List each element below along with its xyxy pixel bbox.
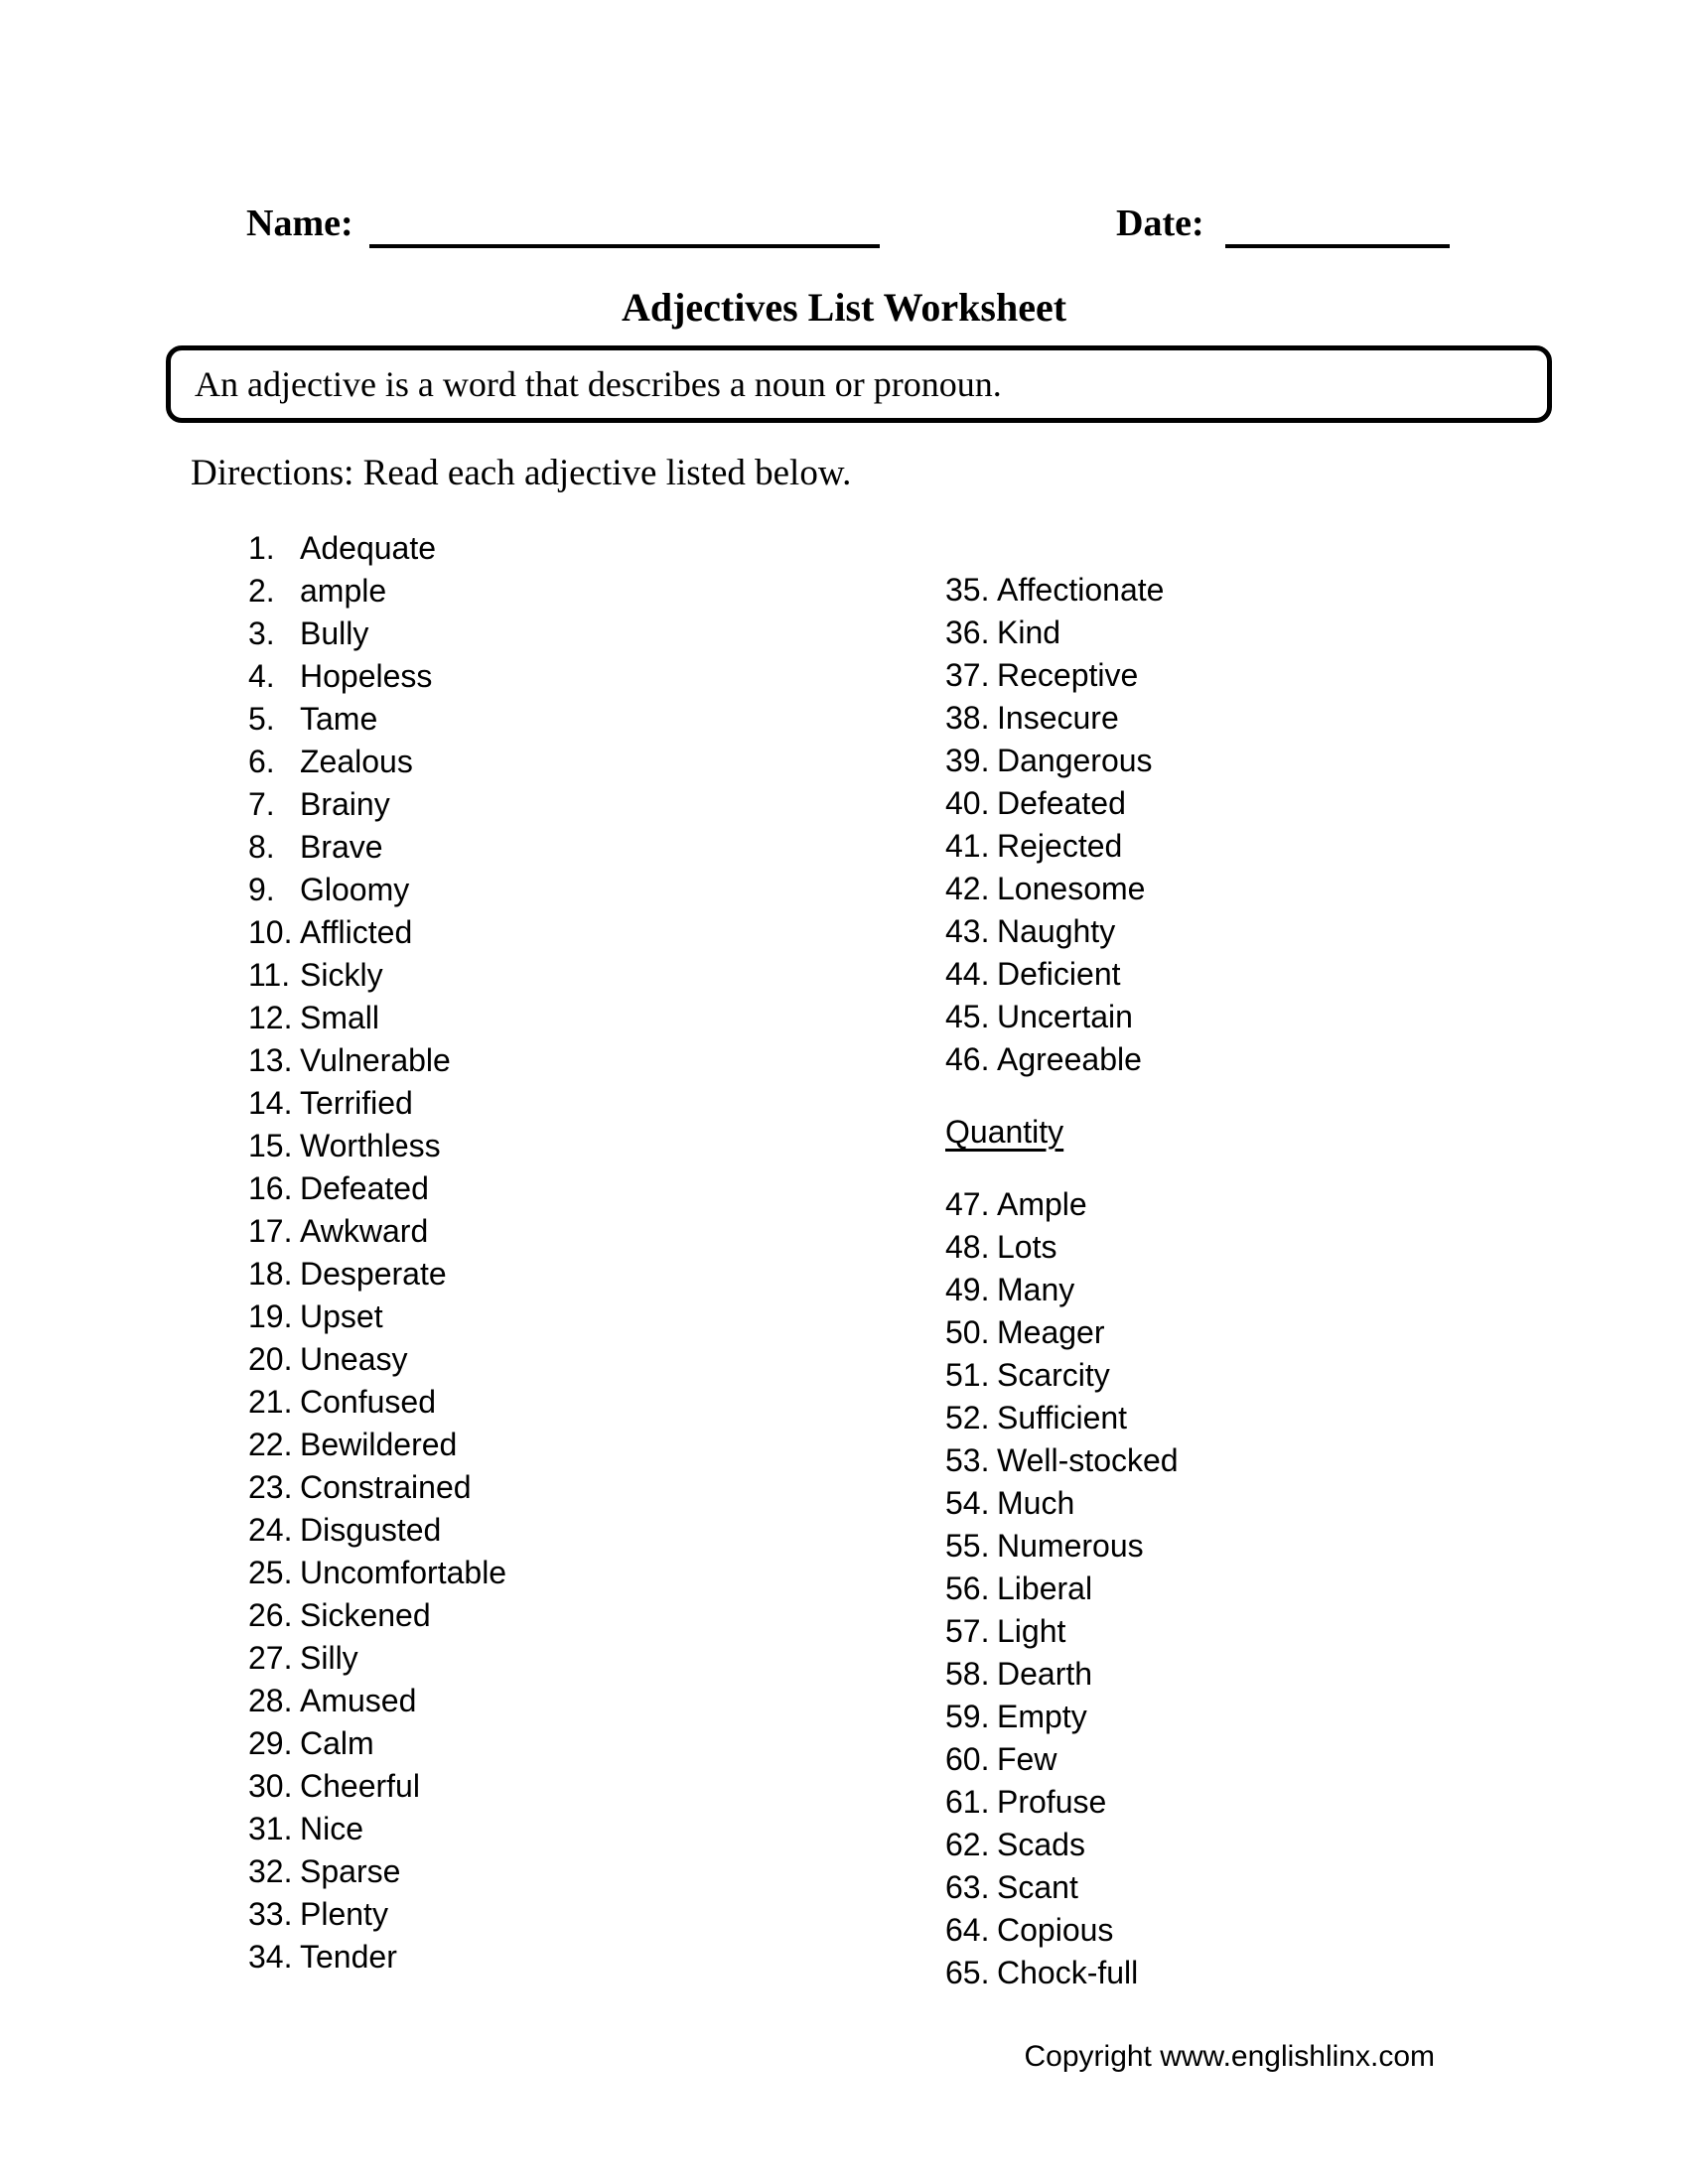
list-item-word: Confused — [300, 1384, 436, 1420]
list-item-number: 41. — [945, 828, 990, 864]
list-item-word: Brainy — [300, 786, 390, 822]
list-item-number: 1. — [248, 530, 275, 566]
list-item-number: 26. — [248, 1597, 293, 1633]
list-item-word: Zealous — [300, 744, 413, 779]
list-item-number: 43. — [945, 913, 990, 949]
list-item — [945, 1909, 1179, 1952]
adjectives-list-right-column-quantity — [945, 1183, 1179, 1994]
list-item — [945, 1525, 1179, 1568]
list-item — [248, 826, 506, 869]
list-item-number: 55. — [945, 1528, 990, 1564]
list-item-number: 40. — [945, 785, 990, 821]
list-item-number: 8. — [248, 829, 275, 865]
list-item-number: 49. — [945, 1272, 990, 1307]
list-item — [248, 1850, 506, 1893]
list-item-word: Lots — [997, 1229, 1057, 1265]
list-item-word: Adequate — [300, 530, 437, 566]
list-item-word: ample — [300, 573, 387, 609]
list-item — [945, 782, 1164, 825]
list-item — [248, 1167, 506, 1210]
list-item-number: 62. — [945, 1827, 990, 1862]
list-item-word: Liberal — [997, 1570, 1093, 1606]
list-item-word: Affectionate — [997, 572, 1165, 608]
list-item-number: 42. — [945, 871, 990, 906]
list-item — [248, 1125, 506, 1167]
list-item — [945, 910, 1164, 953]
list-item-word: Much — [997, 1485, 1075, 1521]
list-item — [248, 1338, 506, 1381]
list-item-word: Empty — [997, 1699, 1087, 1734]
list-item-word: Amused — [300, 1683, 417, 1718]
list-item-word: Meager — [997, 1314, 1105, 1350]
list-item-word: Worthless — [300, 1128, 441, 1163]
list-item-word: Hopeless — [300, 658, 433, 694]
list-item — [945, 1397, 1179, 1439]
list-item-word: Insecure — [997, 700, 1119, 736]
list-item — [945, 1738, 1179, 1781]
list-item — [945, 1038, 1164, 1081]
list-item-number: 52. — [945, 1400, 990, 1435]
list-item-number: 65. — [945, 1955, 990, 1990]
list-item — [945, 1311, 1179, 1354]
list-item — [945, 697, 1164, 740]
list-item-number: 9. — [248, 872, 275, 907]
list-item — [248, 1808, 506, 1850]
list-item-word: Kind — [997, 614, 1061, 650]
list-item-number: 50. — [945, 1314, 990, 1350]
list-item — [945, 1439, 1179, 1482]
list-item-word: Plenty — [300, 1896, 388, 1932]
list-item-number: 37. — [945, 657, 990, 693]
list-item — [248, 1680, 506, 1722]
list-item-word: Sickened — [300, 1597, 431, 1633]
list-item — [945, 1226, 1179, 1269]
list-item-number: 63. — [945, 1869, 990, 1905]
list-item — [945, 1866, 1179, 1909]
list-item — [248, 655, 506, 698]
list-item-number: 30. — [248, 1768, 293, 1804]
list-item-word: Light — [997, 1613, 1066, 1649]
list-item — [248, 1637, 506, 1680]
list-item-word: Dearth — [997, 1656, 1093, 1692]
list-item-number: 7. — [248, 786, 275, 822]
list-item — [945, 1482, 1179, 1525]
list-item — [248, 1296, 506, 1338]
list-item-word: Sickly — [300, 957, 383, 993]
directions-text: Directions: Read each adjective listed below. — [191, 453, 852, 493]
list-item-word: Lonesome — [997, 871, 1146, 906]
list-item-word: Rejected — [997, 828, 1123, 864]
list-item-word: Copious — [997, 1912, 1114, 1948]
list-item — [945, 1653, 1179, 1696]
list-item-word: Desperate — [300, 1256, 447, 1292]
list-item-word: Defeated — [300, 1170, 429, 1206]
list-item-word: Bewildered — [300, 1427, 458, 1462]
list-item — [248, 1082, 506, 1125]
list-item-word: Naughty — [997, 913, 1116, 949]
list-item-number: 35. — [945, 572, 990, 608]
list-item-number: 24. — [248, 1512, 293, 1548]
list-item-number: 32. — [248, 1853, 293, 1889]
list-item-number: 18. — [248, 1256, 293, 1292]
list-item — [248, 1381, 506, 1424]
list-item-number: 6. — [248, 744, 275, 779]
list-item — [945, 868, 1164, 910]
list-item-word: Gloomy — [300, 872, 410, 907]
list-item-number: 27. — [248, 1640, 293, 1676]
list-item-word: Constrained — [300, 1469, 472, 1505]
list-item — [248, 1466, 506, 1509]
list-item-number: 54. — [945, 1485, 990, 1521]
list-item-number: 46. — [945, 1041, 990, 1077]
list-item-number: 59. — [945, 1699, 990, 1734]
list-item-number: 25. — [248, 1555, 293, 1590]
list-item — [248, 1594, 506, 1637]
list-item — [248, 1210, 506, 1253]
list-item-number: 22. — [248, 1427, 293, 1462]
list-item-word: Dangerous — [997, 743, 1153, 778]
quantity-section-header: Quantity — [945, 1114, 1064, 1150]
list-item-number: 19. — [248, 1298, 293, 1334]
adjectives-list-right-column-top — [945, 569, 1164, 1081]
list-item — [945, 1824, 1179, 1866]
list-item-number: 51. — [945, 1357, 990, 1393]
list-item — [248, 1424, 506, 1466]
list-item — [945, 654, 1164, 697]
list-item-word: Uncomfortable — [300, 1555, 507, 1590]
list-item-number: 44. — [945, 956, 990, 992]
list-item-number: 2. — [248, 573, 275, 609]
list-item — [248, 1936, 506, 1979]
list-item — [248, 911, 506, 954]
list-item-number: 61. — [945, 1784, 990, 1820]
name-blank-line — [369, 244, 880, 248]
list-item-number: 33. — [248, 1896, 293, 1932]
list-item-word: Terrified — [300, 1085, 413, 1121]
list-item-word: Scarcity — [997, 1357, 1110, 1393]
list-item — [248, 570, 506, 613]
list-item — [945, 1354, 1179, 1397]
list-item-word: Vulnerable — [300, 1042, 451, 1078]
list-item — [945, 1610, 1179, 1653]
list-item-number: 31. — [248, 1811, 293, 1846]
list-item-number: 16. — [248, 1170, 293, 1206]
list-item — [945, 612, 1164, 654]
list-item-number: 13. — [248, 1042, 293, 1078]
list-item-word: Small — [300, 1000, 380, 1035]
list-item-word: Scads — [997, 1827, 1085, 1862]
list-item-word: Agreeable — [997, 1041, 1142, 1077]
list-item — [248, 613, 506, 655]
list-item-number: 11. — [248, 957, 291, 993]
list-item — [945, 1269, 1179, 1311]
list-item-number: 36. — [945, 614, 990, 650]
list-item-word: Tame — [300, 701, 378, 737]
list-item — [248, 997, 506, 1039]
list-item-word: Brave — [300, 829, 383, 865]
list-item — [248, 1253, 506, 1296]
list-item-word: Sparse — [300, 1853, 401, 1889]
list-item-word: Receptive — [997, 657, 1139, 693]
list-item-number: 5. — [248, 701, 275, 737]
list-item-word: Ample — [997, 1186, 1087, 1222]
list-item — [945, 825, 1164, 868]
list-item-number: 53. — [945, 1442, 990, 1478]
list-item-word: Defeated — [997, 785, 1126, 821]
list-item-word: Awkward — [300, 1213, 429, 1249]
list-item-word: Many — [997, 1272, 1075, 1307]
list-item-number: 12. — [248, 1000, 293, 1035]
list-item — [248, 954, 506, 997]
list-item — [248, 1039, 506, 1082]
list-item-number: 21. — [248, 1384, 293, 1420]
list-item-word: Tender — [300, 1939, 397, 1975]
list-item-number: 14. — [248, 1085, 293, 1121]
list-item-word: Uneasy — [300, 1341, 408, 1377]
list-item — [248, 741, 506, 783]
list-item-number: 58. — [945, 1656, 990, 1692]
list-item-number: 39. — [945, 743, 990, 778]
list-item — [945, 740, 1164, 782]
name-label: Name: — [246, 203, 353, 244]
list-item-number: 38. — [945, 700, 990, 736]
list-item-number: 28. — [248, 1683, 293, 1718]
list-item-number: 29. — [248, 1725, 293, 1761]
date-blank-line — [1225, 244, 1450, 248]
list-item-word: Numerous — [997, 1528, 1144, 1564]
definition-box — [166, 345, 1552, 423]
list-item-number: 48. — [945, 1229, 990, 1265]
list-item — [248, 1509, 506, 1552]
list-item — [945, 1952, 1179, 1994]
list-item-word: Scant — [997, 1869, 1078, 1905]
list-item — [248, 1552, 506, 1594]
list-item-word: Calm — [300, 1725, 374, 1761]
list-item-word: Bully — [300, 615, 369, 651]
list-item — [248, 1722, 506, 1765]
list-item-number: 10. — [248, 914, 293, 950]
list-item-word: Silly — [300, 1640, 358, 1676]
list-item — [945, 1568, 1179, 1610]
list-item — [248, 698, 506, 741]
list-item-word: Sufficient — [997, 1400, 1128, 1435]
list-item-word: Upset — [300, 1298, 383, 1334]
list-item-word: Well-stocked — [997, 1442, 1179, 1478]
list-item — [945, 1183, 1179, 1226]
list-item-word: Uncertain — [997, 999, 1133, 1034]
list-item-number: 20. — [248, 1341, 293, 1377]
list-item-number: 56. — [945, 1570, 990, 1606]
list-item-number: 34. — [248, 1939, 293, 1975]
list-item-number: 64. — [945, 1912, 990, 1948]
list-item — [945, 996, 1164, 1038]
list-item-word: Afflicted — [300, 914, 413, 950]
list-item-number: 60. — [945, 1741, 990, 1777]
list-item-number: 23. — [248, 1469, 293, 1505]
definition-text: An adjective is a word that describes a noun or pronoun. — [195, 364, 1002, 404]
list-item — [945, 953, 1164, 996]
list-item-number: 47. — [945, 1186, 990, 1222]
list-item-number: 57. — [945, 1613, 990, 1649]
adjectives-list-left-column — [248, 527, 506, 1979]
list-item-word: Cheerful — [300, 1768, 420, 1804]
list-item-number: 17. — [248, 1213, 293, 1249]
list-item-word: Deficient — [997, 956, 1121, 992]
list-item-number: 3. — [248, 615, 275, 651]
list-item-number: 45. — [945, 999, 990, 1034]
list-item-word: Few — [997, 1741, 1057, 1777]
list-item — [248, 783, 506, 826]
list-item — [248, 527, 506, 570]
page-title: Adjectives List Worksheet — [621, 285, 1067, 330]
list-item — [248, 869, 506, 911]
date-label: Date: — [1116, 203, 1204, 244]
list-item-word: Disgusted — [300, 1512, 442, 1548]
list-item — [945, 569, 1164, 612]
list-item — [945, 1781, 1179, 1824]
list-item-number: 15. — [248, 1128, 293, 1163]
list-item-word: Profuse — [997, 1784, 1107, 1820]
list-item-number: 4. — [248, 658, 275, 694]
list-item-word: Chock-full — [997, 1955, 1139, 1990]
list-item — [945, 1696, 1179, 1738]
copyright-text: Copyright www.englishlinx.com — [1024, 2040, 1435, 2073]
list-item — [248, 1893, 506, 1936]
list-item-word: Nice — [300, 1811, 364, 1846]
list-item — [248, 1765, 506, 1808]
